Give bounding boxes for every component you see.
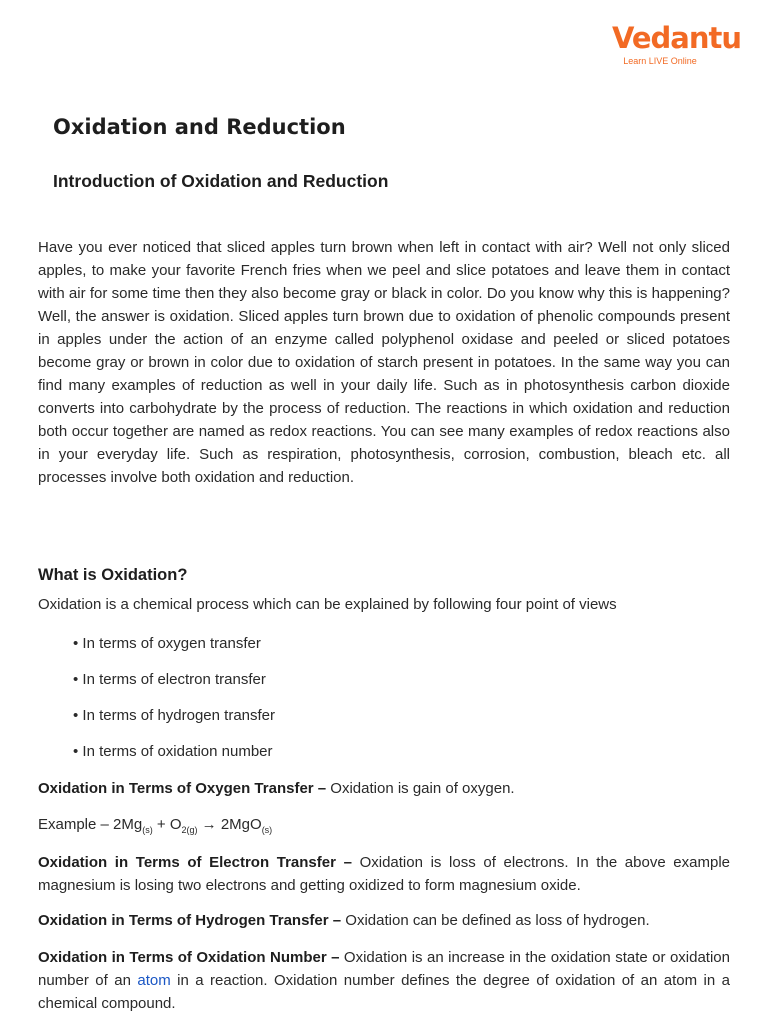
bullet-oxygen-transfer: • In terms of oxygen transfer xyxy=(73,635,261,652)
hydrogen-transfer-definition xyxy=(38,911,650,931)
oxidation-intro: Oxidation is a chemical process which can be explained by following four point of views xyxy=(38,596,617,613)
intro-paragraph: Have you ever noticed that sliced apples turn brown when left in contact with air? Well not only sliced apples, to make your favorite French fries when we peel and slice potatoes and leave them in contact with air for some time then they also become gray or black in color. Do you know why this is happening? Well, the answer is oxidation. Sliced apples turn brown due to oxidation of phenolic compounds present in apples under the action of an enzyme called polyphenol oxidase and peeled or sliced potatoes become gray or brown in color due to oxidation of starch present in potatoes. In the same way you can find many examples of reduction as well in your daily life. Such as in photosynthesis carbon dioxide converts into carbohydrate by the process of reduction. The reactions in which oxidation and reduction both occur together are named as redox reactions. You can see many examples of redox reactions also in your everyday life. Such as respiration, photosynthesis, corrosion, combustion, bleach etc. all processes involve both oxidation and reduction. xyxy=(38,239,730,486)
mgo-state: (s) xyxy=(261,825,273,835)
electron-transfer-text: Oxidation is loss of electrons. In the above example magnesium is losing two electrons and getting oxidized to form magnesium oxide. xyxy=(38,854,730,894)
oxygen-transfer-text: Oxidation is gain of oxygen. xyxy=(326,780,515,797)
hydrogen-transfer-label: Oxidation in Terms of Hydrogen Transfer – xyxy=(38,912,342,929)
intro-heading: Introduction of Oxidation and Reduction xyxy=(53,171,389,191)
example-plus-o: + O xyxy=(152,816,182,833)
example-product: → 2MgO xyxy=(197,816,262,833)
bullet-electron-transfer: • In terms of electron transfer xyxy=(73,671,266,688)
vedantu-logo xyxy=(612,21,742,67)
oxidation-number-label: Oxidation in Terms of Oxidation Number – xyxy=(38,949,340,966)
example-prefix: Example – 2Mg xyxy=(38,816,143,833)
oxidation-number-definition xyxy=(38,946,730,1015)
oxygen-transfer-definition xyxy=(38,779,515,799)
electron-transfer-label: Oxidation in Terms of Electron Transfer – xyxy=(38,854,352,871)
oxidation-number-text-after: in a reaction. Oxidation number defines the degree of oxidation of an atom in a chemical compound. xyxy=(38,972,730,1012)
oxidation-number-text-before: Oxidation is an increase in the oxidation state or oxidation number of an xyxy=(38,949,730,989)
electron-transfer-definition xyxy=(38,851,730,897)
hydrogen-transfer-text: Oxidation can be defined as loss of hydrogen. xyxy=(341,912,650,929)
reaction-example xyxy=(38,815,272,840)
oxidation-heading: What is Oxidation? xyxy=(38,566,188,584)
atom-link[interactable]: atom xyxy=(137,972,171,989)
mg-state: (s) xyxy=(142,825,153,835)
o2-subscript: 2(g) xyxy=(181,825,198,835)
logo-brand: Vedantu xyxy=(612,21,742,55)
bullet-hydrogen-transfer: • In terms of hydrogen transfer xyxy=(73,707,276,724)
logo-tagline: Learn LIVE Online xyxy=(623,56,697,66)
page-title: Oxidation and Reduction xyxy=(53,115,346,139)
oxygen-transfer-label: Oxidation in Terms of Oxygen Transfer – xyxy=(38,780,327,797)
bullet-oxidation-number: • In terms of oxidation number xyxy=(73,743,273,760)
